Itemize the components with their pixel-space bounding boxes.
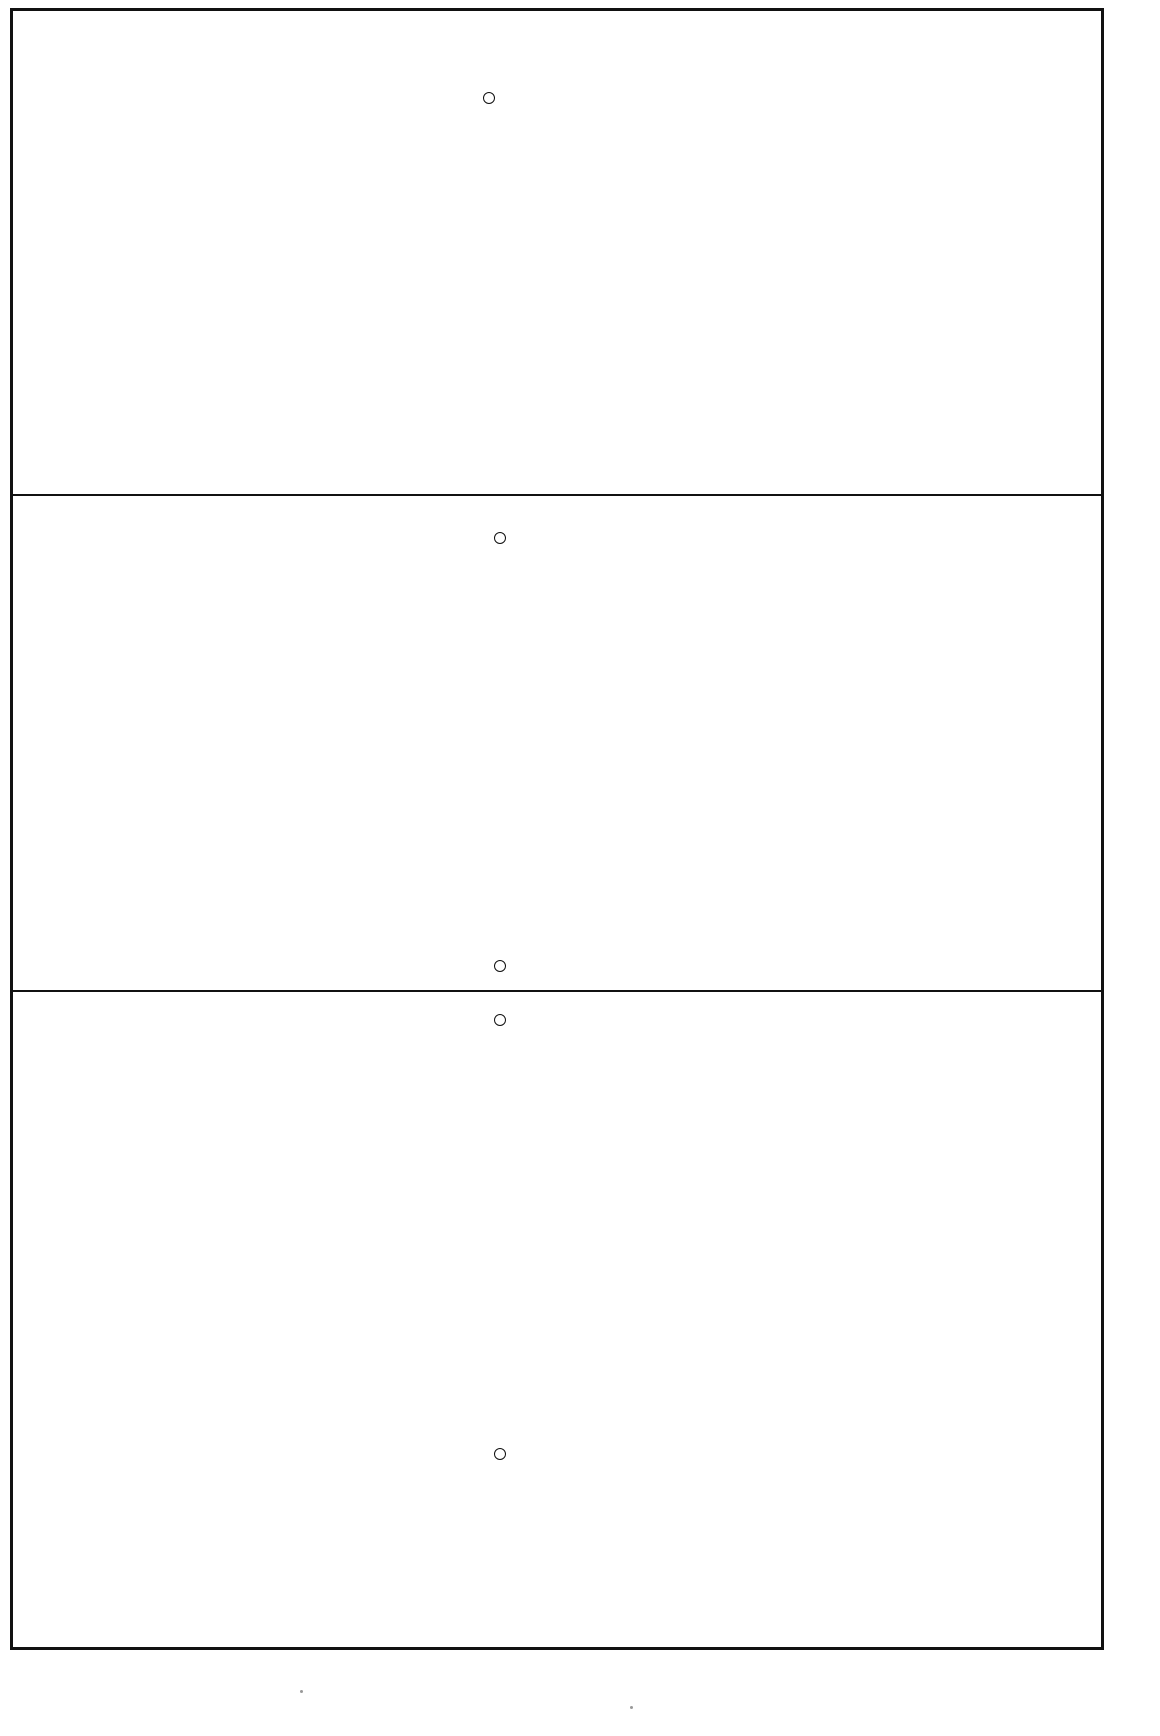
circle-mark xyxy=(494,532,506,544)
circle-mark xyxy=(494,1448,506,1460)
top-section xyxy=(60,22,1020,490)
section-divider-2 xyxy=(10,990,1104,992)
circle-mark xyxy=(494,960,506,972)
scan-speck xyxy=(630,1706,633,1709)
middle-section xyxy=(60,506,1020,984)
circle-mark xyxy=(494,1014,506,1026)
section-divider-1 xyxy=(10,494,1104,496)
bottom-section xyxy=(60,1004,1020,1644)
circle-mark xyxy=(483,92,495,104)
scan-speck xyxy=(300,1690,303,1693)
